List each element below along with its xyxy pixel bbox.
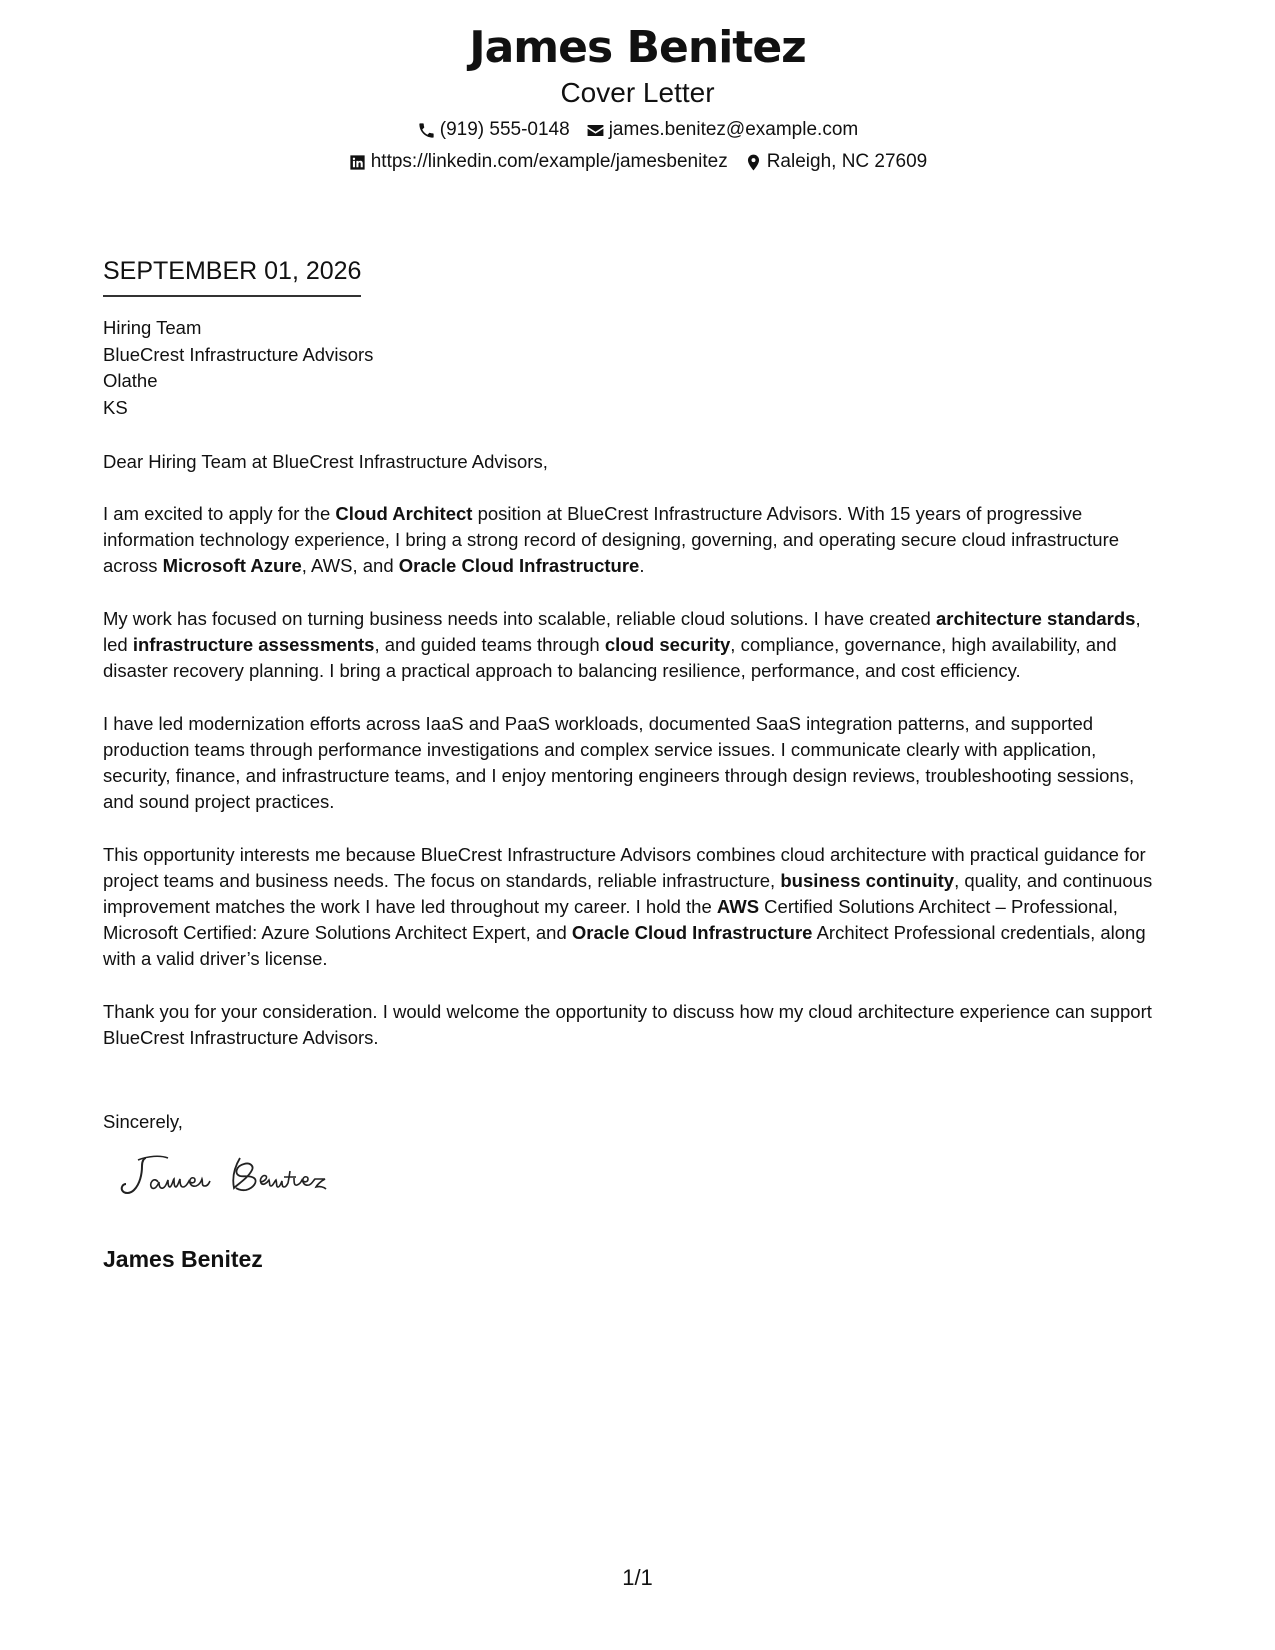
recipient-line: KS [103,396,128,418]
page-number: 1/1 [622,1565,653,1590]
text-run: Thank you for your consideration. I would welcome the opportunity to discuss how my cloud architecture experience can support BlueCrest Infrastructure Advisors. [103,1001,1152,1048]
phone-contact [417,118,570,142]
bold-text: Oracle Cloud Infrastructure [571,922,813,943]
contact-row-1 [0,118,1275,142]
recipient-address [103,315,1153,421]
email-contact[interactable] [586,118,859,142]
phone-number: (919) 555-0148 [439,119,570,140]
bold-text: infrastructure assessments [132,634,375,655]
bold-text: AWS [716,896,760,917]
signer-name: James Benitez [103,1246,263,1272]
body-paragraph-4 [103,842,1153,972]
text-run: position at BlueCrest Infrastructure Advisors. With 15 years of progressive information technology experience, I bring a strong record of designing, governing, and operating secure cloud infrastructure across [103,503,1120,576]
salutation: Dear Hiring Team at BlueCrest Infrastructure Advisors, [103,451,548,472]
linkedin-icon [348,153,367,172]
bold-text: Oracle Cloud Infrastructure [398,555,640,576]
envelope-icon [586,121,605,140]
applicant-name: James Benitez [469,22,806,73]
body-paragraph-2 [103,606,1153,684]
text-run: , AWS, and [301,555,399,576]
text-run: , led [103,608,1141,655]
body-paragraph-1 [103,501,1153,579]
recipient-line: Olathe [103,370,158,391]
text-run: , quality, and continuous improvement matches the work I have led throughout my career. I hold the [103,870,1153,917]
bold-text: business continuity [780,870,955,891]
map-marker-icon [744,153,763,172]
document-subtitle: Cover Letter [560,77,715,108]
body-paragraph-3 [103,711,1153,815]
phone-icon [417,121,436,140]
closing-line: Sincerely, [103,1111,183,1132]
recipient-line: BlueCrest Infrastructure Advisors [103,343,374,365]
bold-text: architecture standards [935,608,1136,629]
bold-text: cloud security [604,634,731,655]
text-run: I am excited to apply for the [103,503,336,524]
letter-date: SEPTEMBER 01, 2026 [103,255,361,297]
body-paragraph-5 [103,999,1153,1051]
location-text: Raleigh, NC 27609 [766,151,928,172]
text-run: Architect Professional credentials, along with a valid driver’s license. [103,922,1146,969]
letter-header [0,20,1275,174]
linkedin-url[interactable]: https://linkedin.com/example/jamesbenitez [370,151,728,172]
location-contact [744,150,928,174]
recipient-line: Hiring Team [103,317,202,338]
text-run: This opportunity interests me because BlueCrest Infrastructure Advisors combines cloud architecture with practical guidance for project teams and business needs. The focus on standards, reliable infrastructure, [103,844,1146,891]
bold-text: Microsoft Azure [162,555,302,576]
text-run: My work has focused on turning business needs into scalable, reliable cloud solutions. I have created [103,608,936,629]
text-run: , and guided teams through [374,634,605,655]
email-address[interactable]: james.benitez@example.com [608,119,859,140]
bold-text: Cloud Architect [335,503,473,524]
letter-body [103,501,1153,1078]
text-run: , compliance, governance, high availability, and disaster recovery planning. I bring a practical approach to balancing resilience, performance, and cost efficiency. [103,634,1117,681]
contact-row-2 [0,150,1275,174]
text-run: . [639,555,645,576]
text-run: I have led modernization efforts across IaaS and PaaS workloads, documented SaaS integration patterns, and supported production teams through performance investigations and complex service issues. I communicate clearly with application, security, finance, and infrastructure teams, and I enjoy mentoring engineers through design reviews, troubleshooting sessions, and sound project practices. [103,713,1135,812]
handwritten-signature [118,1148,348,1208]
linkedin-contact[interactable] [348,150,728,174]
text-run: Certified Solutions Architect – Professional, Microsoft Certified: Azure Solutions Architect Expert, and [103,896,1118,943]
